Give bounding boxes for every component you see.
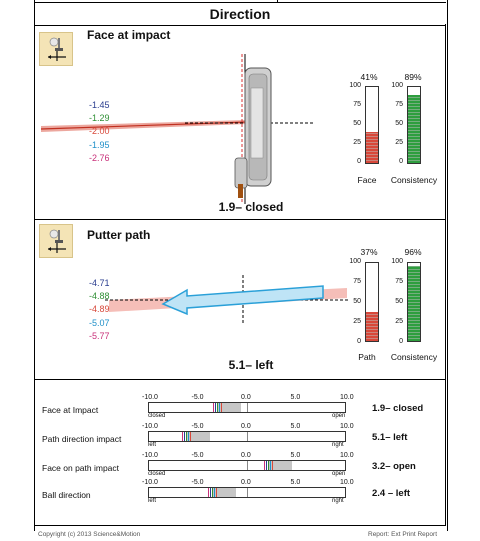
path-consistency-percent: 96%	[404, 247, 422, 257]
path-visual	[35, 270, 355, 330]
scale-zero-mark	[247, 403, 248, 412]
putter-head-illustration	[235, 68, 271, 198]
scale-tick-label: 5.0	[290, 394, 301, 401]
cons-axis-100: 100	[391, 82, 403, 89]
scale-right-end: open	[332, 471, 346, 477]
scale-tick-label: -10.0	[142, 479, 158, 486]
face-panel-title: Face at impact	[87, 28, 171, 42]
summary-marker	[212, 488, 213, 497]
scale-zero-mark	[247, 461, 248, 470]
face-bar-percent: 41%	[360, 72, 378, 82]
scale-tick-label: -10.0	[142, 423, 158, 430]
face-value-1: -1.45	[89, 100, 110, 110]
scale-tick-label: 10.0	[340, 479, 354, 486]
summary-marker	[217, 403, 218, 412]
face-axis-25: 25	[353, 139, 361, 146]
scale-left-end: closed	[148, 471, 166, 477]
path-value-2: -4.88	[89, 291, 110, 301]
summary-marker	[216, 488, 217, 497]
summary-marker	[270, 461, 271, 470]
summary-marker	[219, 403, 220, 412]
scale-right-end: right	[332, 498, 344, 504]
putter-path-icon	[39, 224, 73, 258]
scale-tick-label: 0.0	[241, 394, 251, 401]
summary-result: 5.1– left	[372, 432, 408, 443]
summary-marker	[208, 488, 209, 497]
face-panel	[34, 24, 446, 220]
path-gauge	[365, 262, 379, 342]
path-gauge-fill	[366, 312, 378, 341]
path-consistency-gauge-fill	[408, 266, 420, 341]
summary-marker	[190, 432, 191, 441]
path-cons-axis-0: 0	[399, 338, 403, 345]
scale-tick-label: 10.0	[340, 394, 354, 401]
path-axis-0: 0	[357, 338, 361, 345]
page-title: Direction	[34, 2, 446, 26]
face-axis-75: 75	[353, 101, 361, 108]
scale-tick-label: -10.0	[142, 452, 158, 459]
summary-label: Ball direction	[42, 490, 91, 500]
scale-tick-label: 10.0	[340, 452, 354, 459]
summary-scale	[148, 431, 346, 442]
summary-marker	[186, 432, 187, 441]
summary-result: 1.9– closed	[372, 403, 424, 414]
summary-scale	[148, 487, 346, 498]
summary-marker	[268, 461, 269, 470]
summary-label: Path direction impact	[42, 434, 122, 444]
path-value-3: -4.89	[89, 304, 110, 314]
path-bar-label: Path	[358, 352, 376, 362]
path-bar-percent: 37%	[360, 247, 378, 257]
path-cons-axis-75: 75	[395, 278, 403, 285]
scale-tick-label: 10.0	[340, 423, 354, 430]
cons-axis-0: 0	[399, 158, 403, 165]
path-axis-25: 25	[353, 318, 361, 325]
path-axis-75: 75	[353, 278, 361, 285]
path-value-5: -5.77	[89, 331, 110, 341]
footer-report: Report: Ext Print Report	[368, 531, 437, 538]
face-value-2: -1.29	[89, 113, 110, 123]
face-axis-0: 0	[357, 158, 361, 165]
scale-tick-label: 5.0	[290, 423, 301, 430]
face-value-3: -2.00	[89, 126, 110, 136]
scale-tick-label: 0.0	[241, 479, 251, 486]
scale-tick-label: -5.0	[191, 452, 204, 459]
path-cons-axis-50: 50	[395, 298, 403, 305]
scale-tick-label: -5.0	[191, 479, 204, 486]
cons-axis-50: 50	[395, 120, 403, 127]
summary-marker	[221, 403, 222, 412]
summary-marker	[184, 432, 185, 441]
summary-scale	[148, 460, 346, 471]
path-result: 5.1– left	[228, 358, 274, 372]
summary-scale	[148, 402, 346, 413]
path-axis-100: 100	[349, 258, 361, 265]
path-axis-50: 50	[353, 298, 361, 305]
footer-copyright: Copyright (c) 2013 Science&Motion	[38, 531, 141, 538]
summary-marker	[188, 432, 189, 441]
face-gauge	[365, 86, 379, 164]
scale-left-end: left	[148, 442, 157, 448]
summary-marker	[264, 461, 265, 470]
summary-marker	[210, 488, 211, 497]
path-panel-title: Putter path	[87, 228, 151, 242]
path-panel	[34, 220, 446, 380]
scale-tick-label: 5.0	[290, 452, 301, 459]
scale-tick-label: 5.0	[290, 479, 301, 486]
path-cons-axis-100: 100	[391, 258, 403, 265]
summary-marker	[266, 461, 267, 470]
summary-result: 3.2– open	[372, 461, 416, 472]
summary-marker	[214, 488, 215, 497]
path-value-1: -4.71	[89, 278, 110, 288]
summary-label: Face on path impact	[42, 463, 120, 473]
cons-axis-75: 75	[395, 101, 403, 108]
scale-tick-label: 0.0	[241, 452, 251, 459]
scale-zero-mark	[247, 432, 248, 441]
scale-tick-label: -5.0	[191, 394, 204, 401]
scale-right-end: open	[332, 413, 346, 419]
consistency-gauge	[407, 86, 421, 164]
summary-marker	[182, 432, 183, 441]
summary-marker	[215, 403, 216, 412]
path-consistency-label: Consistency	[390, 352, 438, 362]
summary-result: 2.4 – left	[372, 488, 411, 499]
face-value-4: -1.95	[89, 140, 110, 150]
scale-tick-label: -10.0	[142, 394, 158, 401]
scale-left-end: left	[148, 498, 157, 504]
face-visual	[35, 54, 335, 214]
summary-label: Face at Impact	[42, 405, 99, 415]
scale-tick-label: -5.0	[191, 423, 204, 430]
path-consistency-gauge	[407, 262, 421, 342]
path-cons-axis-25: 25	[395, 318, 403, 325]
scale-left-end: closed	[148, 413, 166, 419]
summary-marker	[213, 403, 214, 412]
face-result: 1.9– closed	[218, 200, 284, 214]
consistency-bar-label: Consistency	[390, 175, 438, 185]
consistency-gauge-fill	[408, 95, 420, 163]
summary-marker	[272, 461, 273, 470]
face-axis-100: 100	[349, 82, 361, 89]
face-value-5: -2.76	[89, 153, 110, 163]
cons-axis-25: 25	[395, 139, 403, 146]
consistency-bar-percent: 89%	[404, 72, 422, 82]
scale-zero-mark	[247, 488, 248, 497]
face-bar-label: Face	[357, 175, 377, 185]
face-axis-50: 50	[353, 120, 361, 127]
scale-tick-label: 0.0	[241, 423, 251, 430]
scale-right-end: right	[332, 442, 344, 448]
path-value-4: -5.07	[89, 318, 110, 328]
face-gauge-fill	[366, 132, 378, 163]
